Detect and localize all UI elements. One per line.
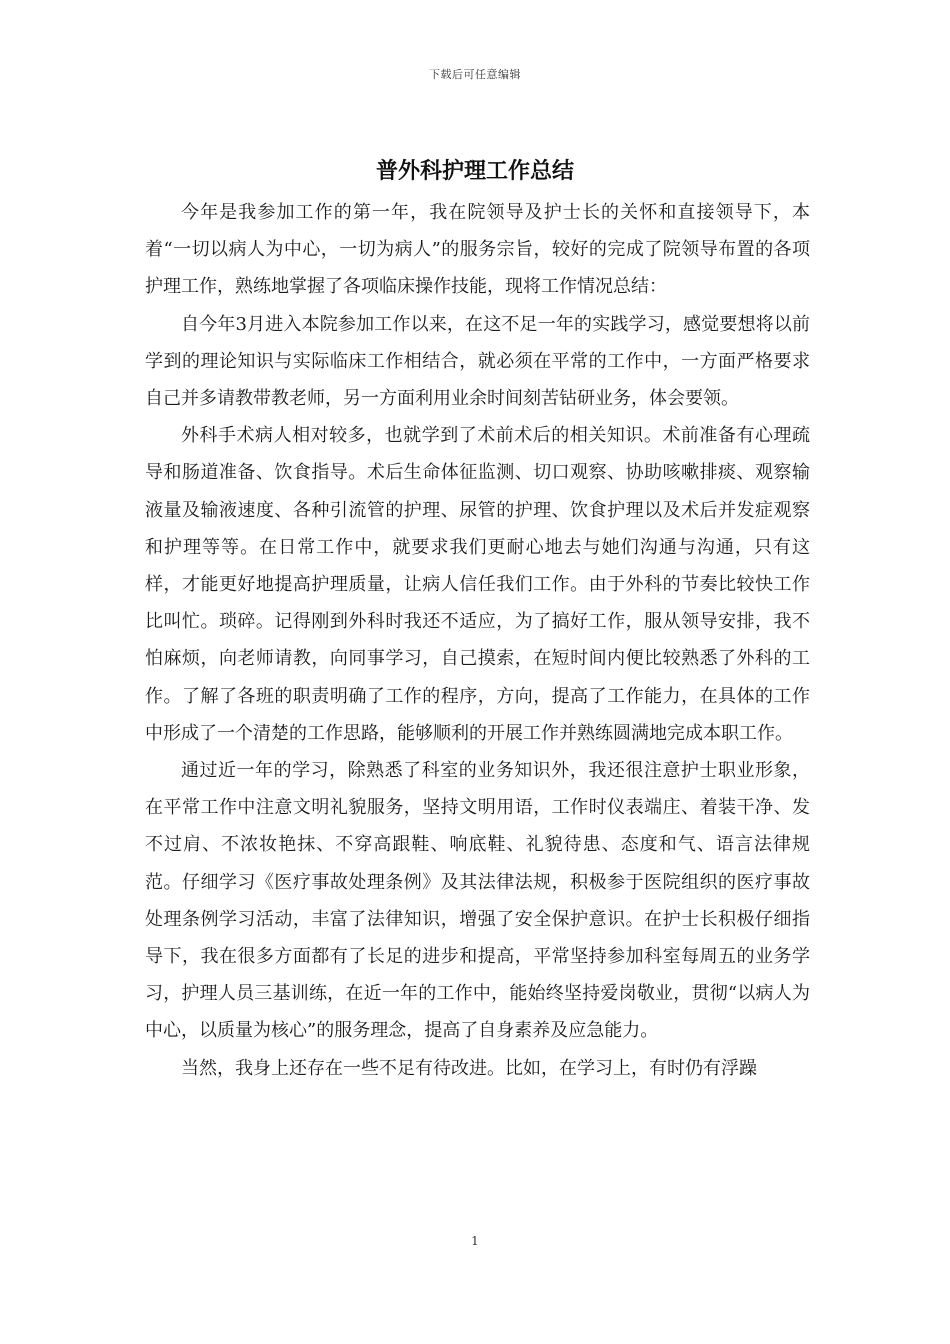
document-title: 普外科护理工作总结 — [375, 158, 574, 184]
paragraph: 自今年3月进入本院参加工作以来，在这不足一年的实践学习，感觉要想将以前学到的理论知识与实际临床工作相结合，就必须在平常的工作中，一方面严格要求自己并多请教带教老师，另一方面利用业余时间刻苦钻研业务，体会要领。 — [145, 313, 810, 410]
paragraph: 外科手术病人相对较多，也就学到了术前术后的相关知识。术前准备有心理疏导和肠道准备、饮食指导。术后生命体征监测、切口观察、协助咳嗽排痰、观察输液量及输液速度、各种引流管的护理、尿管的护理、饮食护理以及术后并发症观察和护理等等。在日常工作中，就要求我们更耐心地去与她们沟通与沟通，只有这样，才能更好地提高护理质量，让病人信任我们工作。由于外科的节奏比较快工作比叫忙。琐碎。记得刚到外科时我还不适应，为了搞好工作，服从领导安排，我不怕麻烦，向老师请教，向同事学习，自己摸索，在短时间内便比较熟悉了外科的工作。了解了各班的职责明确了工作的程序，方向，提高了工作能力，在具体的工作中形成了一个清楚的工作思路，能够顺利的开展工作并熟练圆满地完成本职工作。 — [145, 425, 810, 744]
paragraph: 今年是我参加工作的第一年，我在院领导及护士长的关怀和直接领导下，本着“一切以病人为中心，一切为病人”的服务宗旨，较好的完成了院领导布置的各项护理工作，熟练地掌握了各项临床操作技能，现将工作情况总结： — [145, 202, 810, 298]
page-number: 1 — [471, 1234, 479, 1248]
header-note: 下载后可任意编辑 — [429, 68, 521, 81]
paragraph: 通过近一年的学习，除熟悉了科室的业务知识外，我还很注意护士职业形象，在平常工作中注意文明礼貌服务，坚持文明用语，工作时仪表端庄、着装干净、发不过肩、不浓妆艳抹、不穿高跟鞋、响底鞋、礼貌待患、态度和气、语言法律规范。仔细学习《医疗事故处理条例》及其法律法规，积极参于医院组织的医疗事故处理条例学习活动，丰富了法律知识，增强了安全保护意识。在护士长积极仔细指导下，我在很多方面都有了长足的进步和提高，平常坚持参加科室每周五的业务学习，护理人员三基训练，在近一年的工作中，能始终坚持爱岗敬业，贯彻“以病人为中心，以质量为核心”的服务理念，提高了自身素养及应急能力。 — [145, 760, 810, 1042]
paragraph: 当然，我身上还存在一些不足有待改进。比如，在学习上，有时仍有浮躁 — [181, 1057, 757, 1079]
document-body — [145, 194, 810, 1087]
